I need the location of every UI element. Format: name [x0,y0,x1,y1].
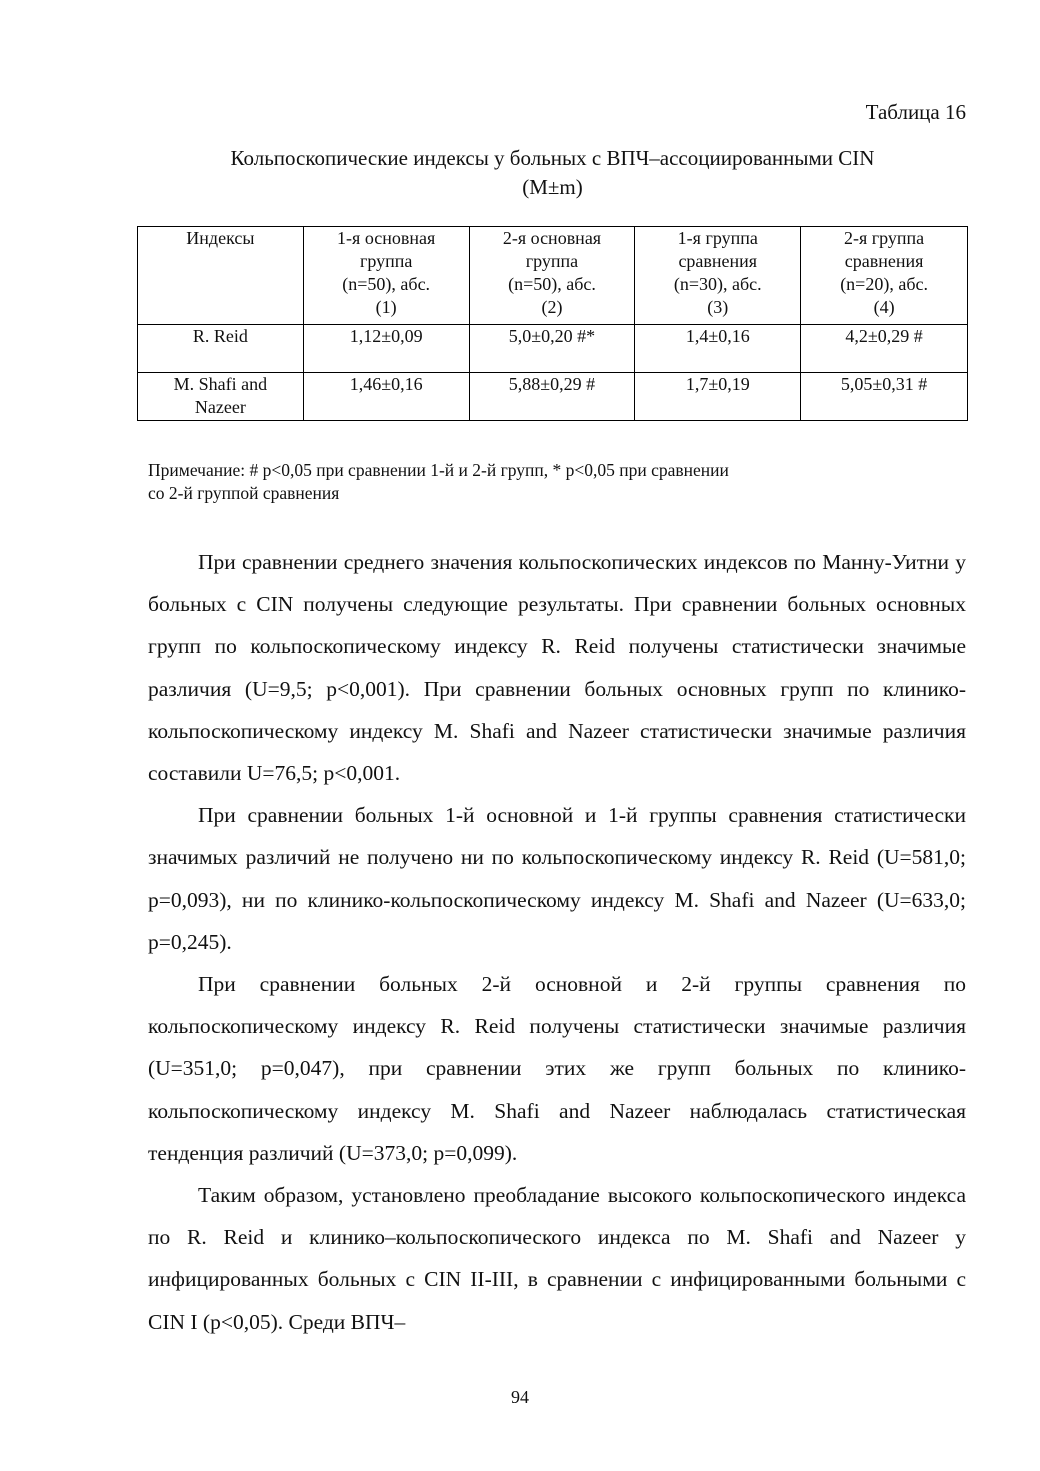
table-caption [137,144,968,202]
header-line: (1) [375,297,397,317]
table-cell: 5,05±0,31 # [801,373,968,421]
header-line: (3) [707,297,729,317]
header-line: Индексы [186,228,255,248]
row-label-line: M. Shafi and [173,374,268,394]
row-label-line: Nazeer [194,397,246,417]
header-line: 2-я группа [843,228,925,248]
paragraph: При сравнении больных 1-й основной и 1-й группы сравнения статистически значимых различий не получено ни по кольпоскопическому индексу R. Reid (U=581,0; p=0,093), ни по клинико-кольпоскопическому индексу M. Shafi and Nazeer (U=633,0; p=0,245). [148,803,966,954]
table-cell: 1,7±0,19 [635,373,801,421]
paragraph: Таким образом, установлено преобладание высокого кольпоскопического индекса по R. Reid и клинико–кольпоскопического индекса по M. Shafi and Nazeer у инфицированных больных с CIN II-III, в сравнении с инфицированными больными с CIN I (p<0,05). Среди ВПЧ– [148,1183,966,1334]
note-line: Примечание: # p<0,05 при сравнении 1-й и 2-й групп, * p<0,05 при сравнении [148,460,729,480]
header-line: (n=50), абс. [342,274,431,294]
header-line: группа [525,251,579,271]
header-comparison-group-1 [635,227,801,325]
row-label [138,325,304,373]
header-main-group-1 [303,227,469,325]
header-line: (2) [541,297,563,317]
table-row-reid [138,325,968,373]
colposcopic-index-table [137,226,968,421]
header-line: сравнения [678,251,758,271]
row-label-line: R. Reid [192,326,248,346]
header-line: сравнения [844,251,924,271]
table-cell: 1,4±0,16 [635,325,801,373]
body-text [148,541,966,1343]
table-row-shafi-nazeer [138,373,968,421]
header-line: 1-я основная [337,228,436,248]
header-line: группа [359,251,413,271]
table-cell: 1,46±0,16 [303,373,469,421]
header-line: (n=30), абс. [673,274,762,294]
table-number-label: Таблица 16 [865,100,966,124]
header-main-group-2 [469,227,635,325]
table-cell: 4,2±0,29 # [801,325,968,373]
table-cell: 1,12±0,09 [303,325,469,373]
table-header-row [138,227,968,325]
header-line: (n=50), абс. [508,274,596,294]
paragraph: При сравнении больных 2-й основной и 2-й группы сравнения по кольпоскопическому индексу R. Reid получены статистически значимые различия (U=351,0; p=0,047), при сравнении этих же групп больных по клинико-кольпоскопическому индексу M. Shafi and Nazeer наблюдалась статистическая тенденция различий (U=373,0; p=0,099). [148,972,966,1165]
header-line: (4) [873,297,895,317]
row-label [138,373,304,421]
caption-line: Кольпоскопические индексы у больных с ВПЧ–ассоциированными CIN [230,146,875,170]
header-line: 2-я основная [502,228,602,248]
table-cell: 5,0±0,20 #* [469,325,635,373]
table-note [148,459,968,505]
table-cell: 5,88±0,29 # [469,373,635,421]
header-line: 1-я группа [677,228,758,248]
header-comparison-group-2 [801,227,968,325]
caption-line: (M±m) [522,175,583,199]
header-indexes [138,227,304,325]
page-number: 94 [511,1387,529,1407]
note-line: со 2-й группой сравнения [148,483,340,503]
header-line: (n=20), абс. [840,274,928,294]
paragraph: При сравнении среднего значения кольпоскопических индексов по Манну-Уитни у больных с CIN получены следующие результаты. При сравнении больных основных групп по кольпоскопическому индексу R. Reid получены статистически значимые различия (U=9,5; p<0,001). При сравнении больных основных групп по клинико-кольпоскопическому индексу M. Shafi and Nazeer статистически значимые различия составили U=76,5; p<0,001. [148,550,966,786]
